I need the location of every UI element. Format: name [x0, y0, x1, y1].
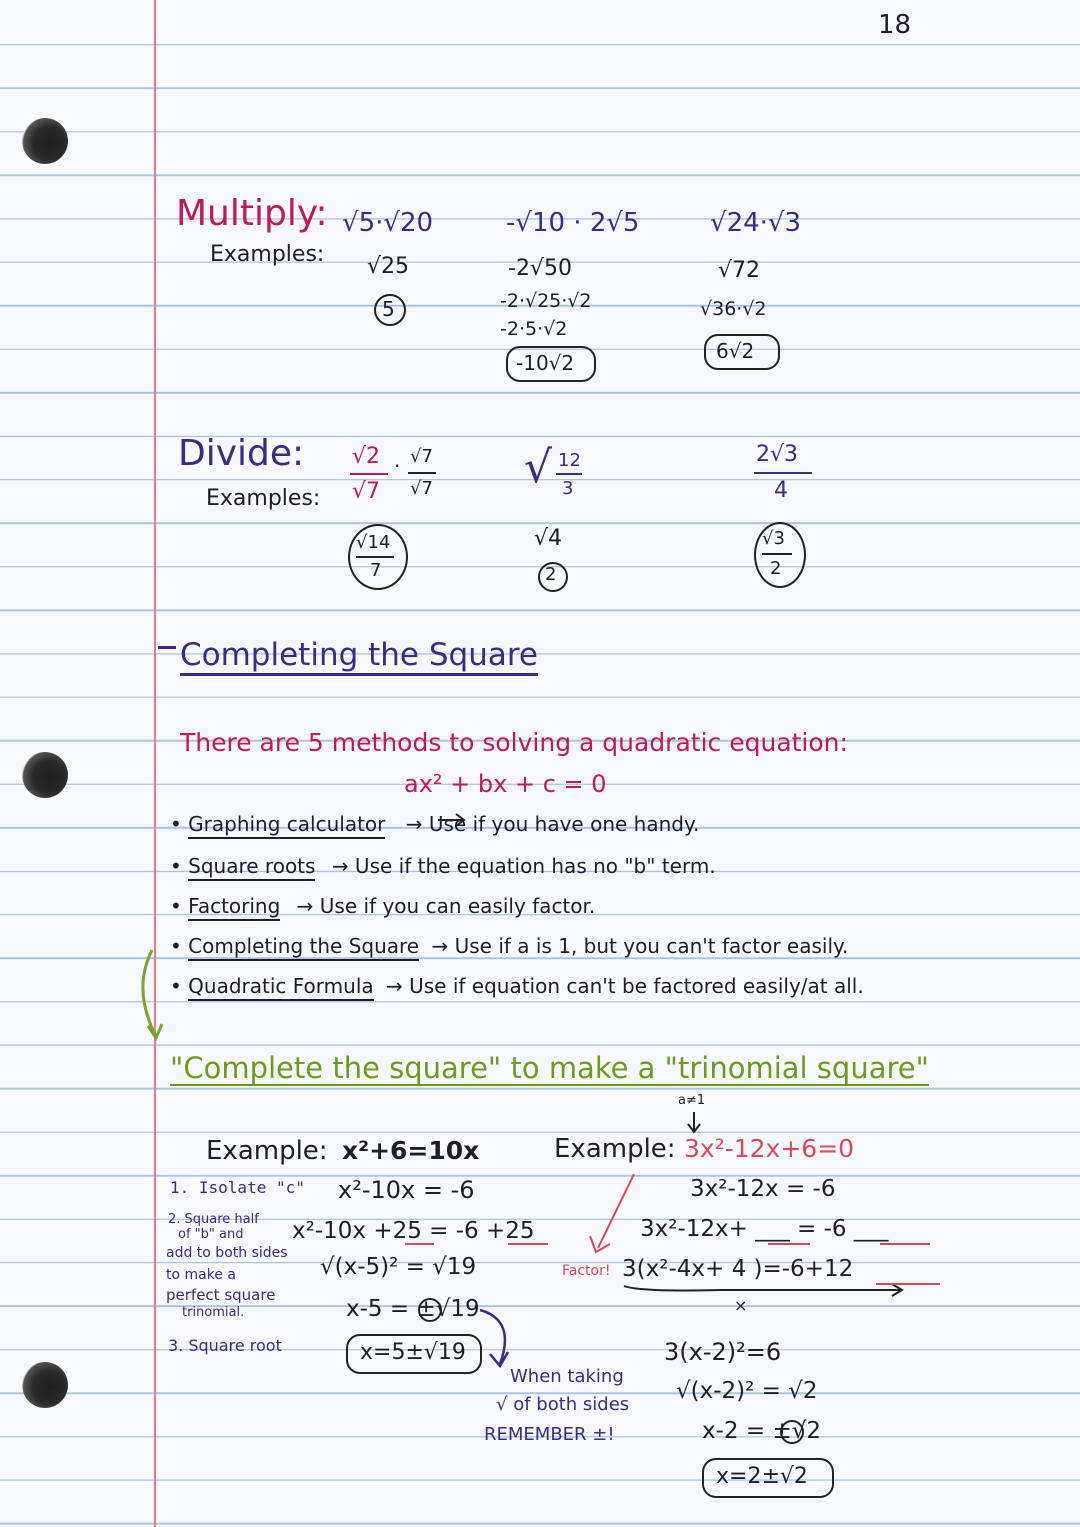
- example2-step5: √(x-2)² = √2: [676, 1378, 818, 1404]
- multiply-ex1-answer: 5: [382, 297, 395, 321]
- example2-step2: 3x²-12x+ ___ = -6 ___: [640, 1216, 889, 1242]
- example1-label: Example:: [206, 1136, 328, 1166]
- divide-ex3-num: 2√3: [756, 442, 799, 467]
- example2-step1: 3x²-12x = -6: [690, 1176, 836, 1202]
- green-bracket-arrow: [143, 950, 156, 1036]
- method-desc: → Use if the equation has no "b" term.: [331, 854, 716, 878]
- multiply-examples-label: Examples:: [210, 242, 325, 267]
- multiply-title: Multiply:: [176, 193, 328, 234]
- method-name: Square roots: [188, 854, 315, 881]
- methods-intro: There are 5 methods to solving a quadratic equation:: [180, 728, 848, 757]
- divide-ex2-step1: √4: [534, 526, 563, 551]
- multiply-ex2-step3: -2·5·√2: [500, 318, 568, 340]
- divide-ex1-mult-num: √7: [410, 446, 433, 467]
- example1-equation: x²+6=10x: [342, 1136, 480, 1165]
- complete-square-note: "Complete the square" to make a "trinomial square": [170, 1051, 929, 1085]
- multiply-ex2-step2: -2·√25·√2: [500, 290, 592, 312]
- factor-label: Factor!: [562, 1263, 611, 1279]
- a-note: a≠1: [678, 1093, 706, 1108]
- times-sign: ×: [734, 1296, 748, 1315]
- example1-step2-label: add to both sides: [166, 1245, 288, 1261]
- example2-step4: 3(x-2)²=6: [664, 1338, 782, 1366]
- example1-step2-label: 2. Square half: [168, 1212, 259, 1227]
- example2-step3: 3(x²-4x+ 4 )=-6+12: [622, 1256, 854, 1282]
- divide-title: Divide:: [178, 433, 305, 474]
- plusminus-circle: [781, 1421, 803, 1443]
- divide-ex3-ans-num: √3: [762, 528, 785, 549]
- example1-step1: x²-10x = -6: [338, 1176, 475, 1204]
- method-desc: → Use if a is 1, but you can't factor easily.: [431, 934, 849, 958]
- divide-ex2-den: 3: [562, 478, 574, 499]
- divide-ex3-den: 4: [774, 478, 788, 503]
- sqrt-sign: √: [524, 442, 553, 493]
- page-number: 18: [878, 10, 912, 40]
- method-item: • Graphing calculator → Use if you have one handy.: [170, 814, 699, 834]
- example1-step2-label: to make a: [166, 1267, 236, 1283]
- method-name: Factoring: [188, 894, 280, 921]
- method-name: Quadratic Formula: [188, 974, 373, 1001]
- multiply-ex2-answer: -10√2: [516, 351, 575, 375]
- method-item: • Square roots → Use if the equation has no "b" term.: [170, 856, 716, 876]
- multiply-ex3-step1: √72: [718, 258, 761, 283]
- section-heading: Completing the Square: [180, 640, 538, 676]
- method-desc: → Use if equation can't be factored easily/at all.: [385, 974, 864, 998]
- divide-ex1-num: √2: [352, 444, 381, 469]
- reminder-line: When taking: [510, 1366, 624, 1387]
- divide-ex1-ans-num: √14: [356, 532, 391, 553]
- example1-step3-label: 3. Square root: [168, 1336, 282, 1355]
- example1-step2-label: of "b" and: [178, 1227, 244, 1242]
- example1-step1-label: 1. Isolate "c": [170, 1178, 305, 1197]
- divide-examples-label: Examples:: [206, 486, 321, 511]
- reminder-line: √ of both sides: [496, 1394, 630, 1415]
- method-name: Graphing calculator: [188, 812, 385, 839]
- divide-ex2-answer: 2: [545, 564, 557, 585]
- plusminus-circle: [419, 1299, 441, 1321]
- divide-ex3-ans-den: 2: [770, 558, 782, 579]
- method-desc: → Use if you can easily factor.: [296, 894, 596, 918]
- method-item: • Quadratic Formula → Use if equation can't be factored easily/at all.: [170, 976, 864, 996]
- example1-step3b: x-5 = ±√19: [346, 1296, 480, 1322]
- divide-ex1-den: √7: [352, 479, 381, 504]
- example1-step2-label: perfect square: [166, 1286, 276, 1304]
- red-arrow-line: [598, 1174, 634, 1248]
- divide-ex2-num: 12: [558, 450, 581, 471]
- multiply-ex3-step2: √36·√2: [700, 298, 767, 320]
- example1-step2-label: trinomial.: [182, 1305, 245, 1320]
- multiply-ex1-problem: √5·√20: [342, 208, 434, 238]
- multiply-ex2-step1: -2√50: [508, 256, 572, 281]
- purple-arrow-head: [490, 1352, 508, 1366]
- multiply-ex3-answer: 6√2: [716, 339, 755, 363]
- example1-answer: x=5±√19: [360, 1340, 466, 1365]
- multiply-ex3-problem: √24·√3: [710, 208, 802, 238]
- factor-arrow: [624, 1286, 900, 1291]
- reminder-line: REMEMBER ±!: [484, 1424, 615, 1445]
- example2-step6: x-2 = ±√2: [702, 1418, 821, 1444]
- divide-ex1-ans-den: 7: [370, 560, 382, 581]
- example1-step2: x²-10x +25 = -6 +25: [292, 1218, 535, 1244]
- multiply-ex2-problem: -√10 · 2√5: [506, 208, 640, 238]
- divide-ex1-mult-den: √7: [410, 478, 433, 499]
- multiply-ex1-step1: √25: [367, 254, 410, 279]
- example1-step3a: √(x-5)² = √19: [320, 1254, 477, 1280]
- method-item: • Completing the Square → Use if a is 1, but you can't factor easily.: [170, 936, 848, 956]
- example2-equation: 3x²-12x+6=0: [684, 1134, 855, 1163]
- method-item: • Factoring → Use if you can easily factor.: [170, 896, 595, 916]
- quadratic-equation: ax² + bx + c = 0: [404, 770, 607, 798]
- multiply-dot: ·: [394, 454, 401, 478]
- method-desc: → Use if you have one handy.: [405, 812, 700, 836]
- example2-answer: x=2±√2: [716, 1464, 808, 1489]
- example2-label: Example:: [554, 1134, 676, 1164]
- method-name: Completing the Square: [188, 934, 419, 961]
